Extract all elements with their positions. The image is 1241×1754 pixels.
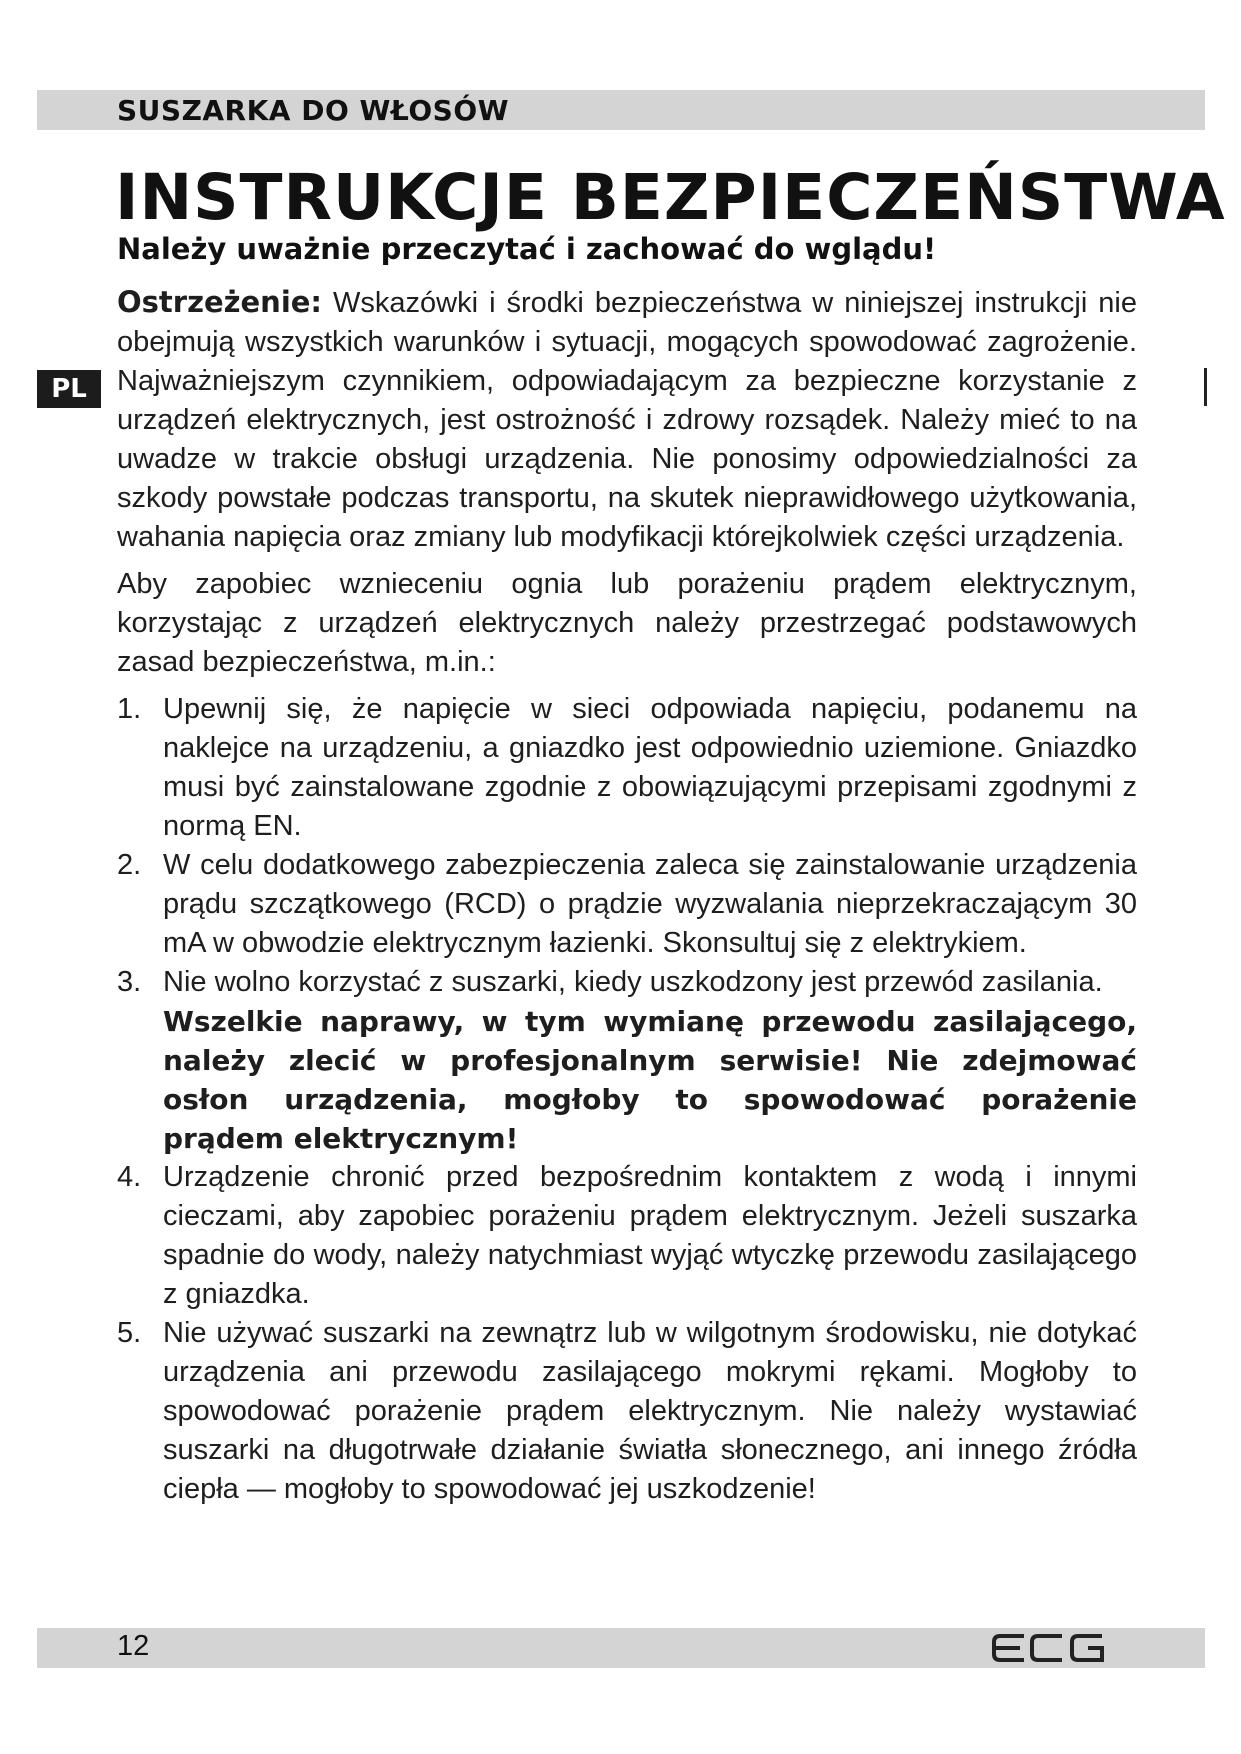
ecg-logo-icon xyxy=(990,1631,1110,1665)
section-title: SUSZARKA DO WŁOSÓW xyxy=(117,94,510,127)
list-item-text: Upewnij się, że napięcie w sieci odpowiada napięciu, podanemu na naklejce na urządzeniu, a gniazdko jest odpowiednio uziemione. Gniazdko musi być zainstalowane zgodnie z obowiązującymi przepisami zgodnymi z normą EN. xyxy=(163,693,1137,842)
content-body xyxy=(117,283,1137,1509)
language-tab: PL xyxy=(37,370,101,408)
list-item-text: Urządzenie chronić przed bezpośrednim kontaktem z wodą i innymi cieczami, aby zapobiec porażeniu prądem elektrycznym. Jeżeli suszarka spadnie do wody, należy natychmiast wyjąć wtyczkę przewodu zasilającego z gniazdka. xyxy=(163,1161,1137,1310)
intro-paragraph: Aby zapobiec wznieceniu ognia lub porażeniu prądem elektrycznym, korzystając z urządzeń elektrycznych należy przestrzegać podstawowych zasad bezpieczeństwa, m.in.: xyxy=(117,568,1137,678)
list-item-text: W celu dodatkowego zabezpieczenia zaleca się zainstalowanie urządzenia prądu szczątkowego (RCD) o prądzie wyzwalania nieprzekraczającym 30 mA w obwodzie elektrycznym łazienki. Skonsultuj się z elektrykiem. xyxy=(163,849,1137,959)
list-item-bold-text: Wszelkie naprawy, w tym wymianę przewodu zasilającego, należy zlecić w profesjonalnym serwisie! Nie zdejmować osłon urządzenia, mogłoby to spowodować porażenie prądem elektrycznym! xyxy=(163,1005,1137,1155)
list-item xyxy=(117,690,1137,846)
list-item xyxy=(117,846,1137,963)
list-item-number: 5. xyxy=(117,1317,142,1349)
list-item xyxy=(117,963,1137,1158)
warning-label: Ostrzeżenie: xyxy=(117,285,323,319)
warning-text: Wskazówki i środki bezpieczeństwa w niniejszej instrukcji nie obejmują wszystkich warunków i sytuacji, mogących spowodować zagrożenie. Najważniejszym czynnikiem, odpowiadającym za bezpieczne korzystanie z urządzeń elektrycznych, jest ostrożność i zdrowy rozsądek. Należy mieć to na uwadze w trakcie obsługi urządzenia. Nie ponosimy odpowiedzialności za szkody powstałe podczas transportu, na skutek nieprawidłowego użytkowania, wahania napięcia oraz zmiany lub modyfikacji którejkolwiek części urządzenia. xyxy=(117,287,1137,553)
warning-paragraph xyxy=(117,283,1137,557)
list-item xyxy=(117,1158,1137,1314)
list-item-number: 3. xyxy=(117,966,142,998)
margin-mark xyxy=(1204,368,1207,406)
list-item-number: 2. xyxy=(117,849,142,881)
list-item-text: Nie wolno korzystać z suszarki, kiedy uszkodzony jest przewód zasilania. xyxy=(163,966,1103,998)
page-number: 12 xyxy=(117,1630,150,1662)
page-title: INSTRUKCJE BEZPIECZEŃSTWA xyxy=(115,161,1226,234)
list-item-number: 4. xyxy=(117,1161,142,1193)
list-item-number: 1. xyxy=(117,693,142,725)
safety-list xyxy=(117,690,1137,1509)
page-subtitle: Należy uważnie przeczytać i zachować do wglądu! xyxy=(117,232,937,266)
list-item xyxy=(117,1314,1137,1509)
list-item-text: Nie używać suszarki na zewnątrz lub w wilgotnym środowisku, nie dotykać urządzenia ani przewodu zasilającego mokrymi rękami. Mogłoby to spowodować porażenie prądem elektrycznym. Nie należy wystawiać suszarki na długotrwałe działanie światła słonecznego, ani innego źródła ciepła — mogłoby to spowodować jej uszkodzenie! xyxy=(163,1317,1137,1505)
